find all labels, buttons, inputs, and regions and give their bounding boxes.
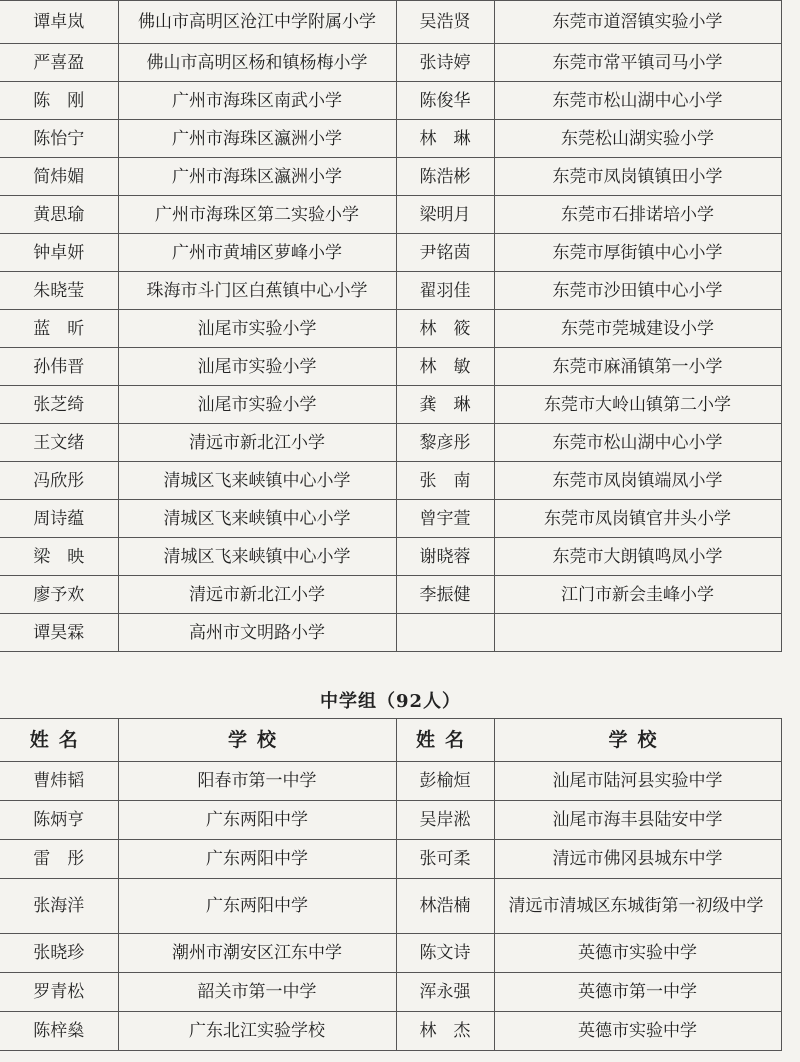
student-name-cell: 吴浩贤	[396, 1, 494, 44]
table-row	[0, 1, 781, 44]
table-row	[0, 44, 781, 82]
school-cell: 汕尾市陆河县实验中学	[494, 762, 781, 801]
school-cell: 潮州市潮安区江东中学	[118, 934, 396, 973]
student-name-cell: 龚 琳	[396, 386, 494, 424]
school-cell: 东莞市沙田镇中心小学	[494, 272, 781, 310]
school-cell: 珠海市斗门区白蕉镇中心小学	[118, 272, 396, 310]
table-row	[0, 840, 781, 879]
school-cell: 英德市实验中学	[494, 1012, 781, 1051]
student-name-cell: 翟羽佳	[396, 272, 494, 310]
student-name-cell: 尹铭茵	[396, 234, 494, 272]
table-row	[0, 158, 781, 196]
school-cell: 东莞市石排诺培小学	[494, 196, 781, 234]
school-cell: 阳春市第一中学	[118, 762, 396, 801]
school-cell: 广东两阳中学	[118, 801, 396, 840]
school-cell: 清城区飞来峡镇中心小学	[118, 538, 396, 576]
school-cell: 广州市海珠区瀛洲小学	[118, 158, 396, 196]
table-row	[0, 272, 781, 310]
student-name-cell: 浑永强	[396, 973, 494, 1012]
school-cell: 汕尾市海丰县陆安中学	[494, 801, 781, 840]
student-name-cell: 张 南	[396, 462, 494, 500]
student-name-cell: 彭榆烜	[396, 762, 494, 801]
school-cell: 广州市海珠区瀛洲小学	[118, 120, 396, 158]
student-name-cell: 陈梓燊	[0, 1012, 118, 1051]
school-cell: 韶关市第一中学	[118, 973, 396, 1012]
school-cell: 英德市第一中学	[494, 973, 781, 1012]
student-name-cell: 张海洋	[0, 879, 118, 934]
school-cell: 东莞市麻涌镇第一小学	[494, 348, 781, 386]
middle-group-table	[0, 718, 782, 1051]
student-name-cell: 林 杰	[396, 1012, 494, 1051]
table-row	[0, 196, 781, 234]
school-cell: 清远市清城区东城街第一初级中学	[494, 879, 781, 934]
student-name-cell: 陈 刚	[0, 82, 118, 120]
student-name-cell: 黄思瑜	[0, 196, 118, 234]
student-name-cell: 吴岸淞	[396, 801, 494, 840]
student-name-cell: 林浩楠	[396, 879, 494, 934]
student-name-cell: 张芝绮	[0, 386, 118, 424]
table-row	[0, 762, 781, 801]
student-name-cell: 雷 彤	[0, 840, 118, 879]
school-cell: 清城区飞来峡镇中心小学	[118, 462, 396, 500]
school-cell: 清远市新北江小学	[118, 424, 396, 462]
school-cell: 清城区飞来峡镇中心小学	[118, 500, 396, 538]
school-cell: 东莞市松山湖中心小学	[494, 82, 781, 120]
student-name-cell: 谭卓岚	[0, 1, 118, 44]
student-name-cell: 林 筱	[396, 310, 494, 348]
school-cell: 江门市新会圭峰小学	[494, 576, 781, 614]
student-name-cell: 冯欣彤	[0, 462, 118, 500]
school-cell: 东莞市厚街镇中心小学	[494, 234, 781, 272]
school-cell: 汕尾市实验小学	[118, 386, 396, 424]
header-school-2: 学校	[494, 719, 781, 762]
student-name-cell: 陈文诗	[396, 934, 494, 973]
student-name-cell: 陈俊华	[396, 82, 494, 120]
school-cell: 东莞市大朗镇鸣凤小学	[494, 538, 781, 576]
student-name-cell: 李振健	[396, 576, 494, 614]
student-name-cell: 陈炳亨	[0, 801, 118, 840]
school-cell: 广东两阳中学	[118, 840, 396, 879]
school-cell: 东莞市凤岗镇端凤小学	[494, 462, 781, 500]
table-header-row	[0, 719, 781, 762]
student-name-cell: 林 琳	[396, 120, 494, 158]
table-row	[0, 576, 781, 614]
student-name-cell: 陈怡宁	[0, 120, 118, 158]
student-name-cell: 罗青松	[0, 973, 118, 1012]
table-row	[0, 801, 781, 840]
header-school-1: 学校	[118, 719, 396, 762]
table-row	[0, 538, 781, 576]
student-name-cell	[396, 614, 494, 652]
table-row	[0, 462, 781, 500]
school-cell: 英德市实验中学	[494, 934, 781, 973]
table-row	[0, 973, 781, 1012]
student-name-cell: 张晓珍	[0, 934, 118, 973]
school-cell: 广州市黄埔区萝峰小学	[118, 234, 396, 272]
school-cell: 佛山市高明区沧江中学附属小学	[118, 1, 396, 44]
table-row	[0, 120, 781, 158]
student-name-cell: 王文绪	[0, 424, 118, 462]
school-cell: 东莞市常平镇司马小学	[494, 44, 781, 82]
student-name-cell: 钟卓妍	[0, 234, 118, 272]
table-row	[0, 310, 781, 348]
table-row	[0, 934, 781, 973]
table-row	[0, 82, 781, 120]
school-cell: 东莞松山湖实验小学	[494, 120, 781, 158]
student-name-cell: 周诗蕴	[0, 500, 118, 538]
school-cell: 汕尾市实验小学	[118, 348, 396, 386]
student-name-cell: 谢晓蓉	[396, 538, 494, 576]
table-row	[0, 386, 781, 424]
table-row	[0, 1012, 781, 1051]
school-cell: 广东北江实验学校	[118, 1012, 396, 1051]
school-cell: 佛山市高明区杨和镇杨梅小学	[118, 44, 396, 82]
student-name-cell: 廖予欢	[0, 576, 118, 614]
table-row	[0, 234, 781, 272]
table-row	[0, 879, 781, 934]
student-name-cell: 曹炜韬	[0, 762, 118, 801]
school-cell: 东莞市凤岗镇官井头小学	[494, 500, 781, 538]
student-name-cell: 黎彦彤	[396, 424, 494, 462]
student-name-cell: 严喜盈	[0, 44, 118, 82]
table-row	[0, 424, 781, 462]
school-cell: 东莞市松山湖中心小学	[494, 424, 781, 462]
header-name-2: 姓名	[396, 719, 494, 762]
table-row	[0, 500, 781, 538]
student-name-cell: 朱晓莹	[0, 272, 118, 310]
student-name-cell: 张诗婷	[396, 44, 494, 82]
student-name-cell: 林 敏	[396, 348, 494, 386]
school-cell: 东莞市凤岗镇镇田小学	[494, 158, 781, 196]
student-name-cell: 张可柔	[396, 840, 494, 879]
table-row	[0, 614, 781, 652]
school-cell: 高州市文明路小学	[118, 614, 396, 652]
school-cell: 清远市新北江小学	[118, 576, 396, 614]
student-name-cell: 陈浩彬	[396, 158, 494, 196]
student-name-cell: 简炜媚	[0, 158, 118, 196]
school-cell: 东莞市道滘镇实验小学	[494, 1, 781, 44]
school-cell: 东莞市莞城建设小学	[494, 310, 781, 348]
school-cell: 东莞市大岭山镇第二小学	[494, 386, 781, 424]
student-name-cell: 孙伟晋	[0, 348, 118, 386]
student-name-cell: 曾宇萱	[396, 500, 494, 538]
student-name-cell: 梁 映	[0, 538, 118, 576]
student-name-cell: 梁明月	[396, 196, 494, 234]
student-name-cell: 谭昊霖	[0, 614, 118, 652]
school-cell: 汕尾市实验小学	[118, 310, 396, 348]
student-name-cell: 蓝 昕	[0, 310, 118, 348]
section-title-middle-group: 中学组（92人）	[319, 691, 462, 712]
school-cell: 清远市佛冈县城东中学	[494, 840, 781, 879]
header-name-1: 姓名	[0, 719, 118, 762]
table-row	[0, 348, 781, 386]
school-cell	[494, 614, 781, 652]
school-cell: 广州市海珠区南武小学	[118, 82, 396, 120]
school-cell: 广州市海珠区第二实验小学	[118, 196, 396, 234]
school-cell: 广东两阳中学	[118, 879, 396, 934]
